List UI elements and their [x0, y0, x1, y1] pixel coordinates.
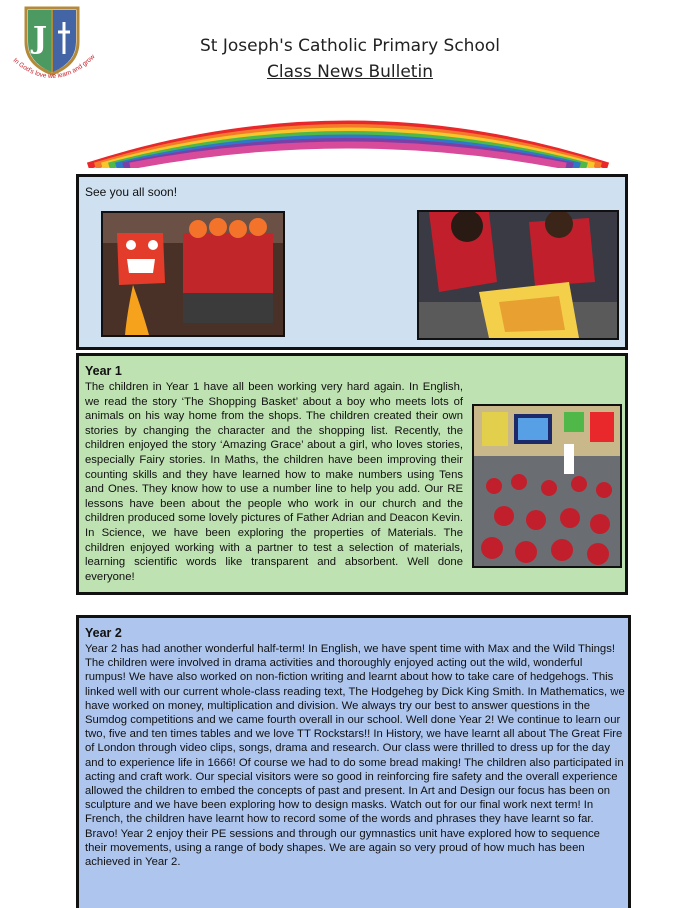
school-name: St Joseph's Catholic Primary School [200, 36, 500, 56]
rainbow-banner [82, 92, 614, 168]
crest-motto: In God's love we learn and grow [11, 53, 97, 81]
intro-text: See you all soon! [85, 185, 178, 199]
photo-classroom [472, 404, 622, 568]
year1-body: The children in Year 1 have all been working very hard again. In English, we read the story ‘The Shopping Basket’ about a boy who meets lots of animals on his way home from the shops. The children created their own stories by changing the character and the shopping list. Recently, the children enjoyed the story ‘Amazing Grace’ about a girl, who loves stories, especially Fairy stories. In Maths, the children have been improving their counting skills and they have learned how to make numbers using Tens and Ones. They know how to use a number line to help you add. Our RE lessons have been about the people who work in our church and the children produced some lovely pictures of Father Adrian and Deacon Kevin. In Science, we have been exploring the properties of Materials. The children enjoyed working with a partner to test a selection of materials, learning scientific words like transparent and absorbent. Well done everyone! [85, 381, 463, 583]
photo-dragon-costume [101, 211, 285, 337]
photo-children-reading [417, 210, 619, 340]
year1-section [76, 353, 628, 595]
year2-section [76, 615, 631, 908]
school-crest-logo [4, 2, 100, 90]
year2-body: Year 2 has had another wonderful half-term! In English, we have spent time with Max and the Wild Things! The children were involved in drama activities and thoroughly enjoyed acting out the wild, wonderful rumpus! We have also worked on non-fiction writing and learnt about how to take care of hedgehogs. This linked well with our current whole-class reading text, The Hodgeheg by Dick King Smith. In Mathematics, we have worked on money, multiplication and division. We always try our best to answer questions in the Sumdog competitions and we came fourth overall in our school. Well done Year 2! We continue to learn our two, five and ten times tables and we love TT Rockstars!! In History, we have learnt all about The Great Fire of London through video clips, songs, drama and research. Our class were thrilled to dress up for the day and to experience life in 1666! Of course we had to do some bread making! The children also participated in acting and craft work. Our special visitors were so good in reinforcing fire safety and the overall experience allowed the children to embed the concepts of past and present. In Art and Design our focus has been on sculpture and we have been exploring how to design masks. Watch out for our final work next term! In French, the children have learnt how to record some of the words and phrases they have learnt so far. Bravo! Year 2 enjoy their PE sessions and through our gymnastics unit have explored how to sequence their movements, using a range of body shapes. We are again so very proud of how much has been achieved in Year 2. [85, 643, 625, 869]
bulletin-title: Class News Bulletin [267, 62, 433, 82]
year2-heading: Year 2 [85, 626, 122, 640]
intro-section [76, 174, 628, 350]
crest-initial: J [32, 21, 48, 56]
year1-heading: Year 1 [85, 364, 122, 378]
